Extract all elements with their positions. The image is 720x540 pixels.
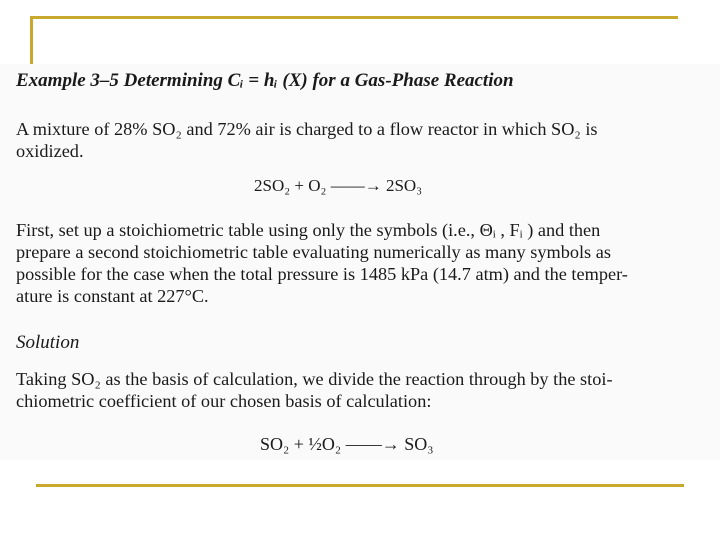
example-heading: Example 3–5 Determining Cᵢ = hᵢ (X) for a Gas-Phase Reaction bbox=[16, 70, 514, 91]
solution-line-2: chiometric coefficient of our chosen basis of calculation: bbox=[16, 391, 432, 411]
problem-line-2: oxidized. bbox=[16, 141, 84, 161]
reaction-equation: 2SO₂ + O₂ ——→ 2SO₃ bbox=[254, 176, 423, 195]
solution-heading: Solution bbox=[16, 332, 80, 353]
left-accent-rule bbox=[30, 16, 33, 64]
problem-line-6: ature is constant at 227°C. bbox=[16, 286, 209, 306]
problem-line-4: prepare a second stoichiometric table evaluating numerically as many symbols as bbox=[16, 242, 611, 262]
solution-line-1: Taking SO₂ as the basis of calculation, we divide the reaction through by the stoi- bbox=[16, 369, 613, 389]
bottom-accent-rule bbox=[36, 484, 684, 487]
problem-line-1: A mixture of 28% SO₂ and 72% air is charged to a flow reactor in which SO₂ is bbox=[16, 119, 598, 139]
problem-instructions bbox=[16, 219, 628, 307]
problem-line-5: possible for the case when the total pressure is 1485 kPa (14.7 atm) and the temper- bbox=[16, 264, 628, 284]
problem-statement bbox=[16, 118, 598, 162]
solution-text bbox=[16, 368, 613, 412]
problem-line-3: First, set up a stoichiometric table using only the symbols (i.e., Θᵢ , Fᵢ ) and then bbox=[16, 220, 601, 240]
normalized-reaction-equation: SO₂ + ½O₂ ——→ SO₃ bbox=[260, 434, 434, 454]
top-accent-rule bbox=[30, 16, 678, 19]
